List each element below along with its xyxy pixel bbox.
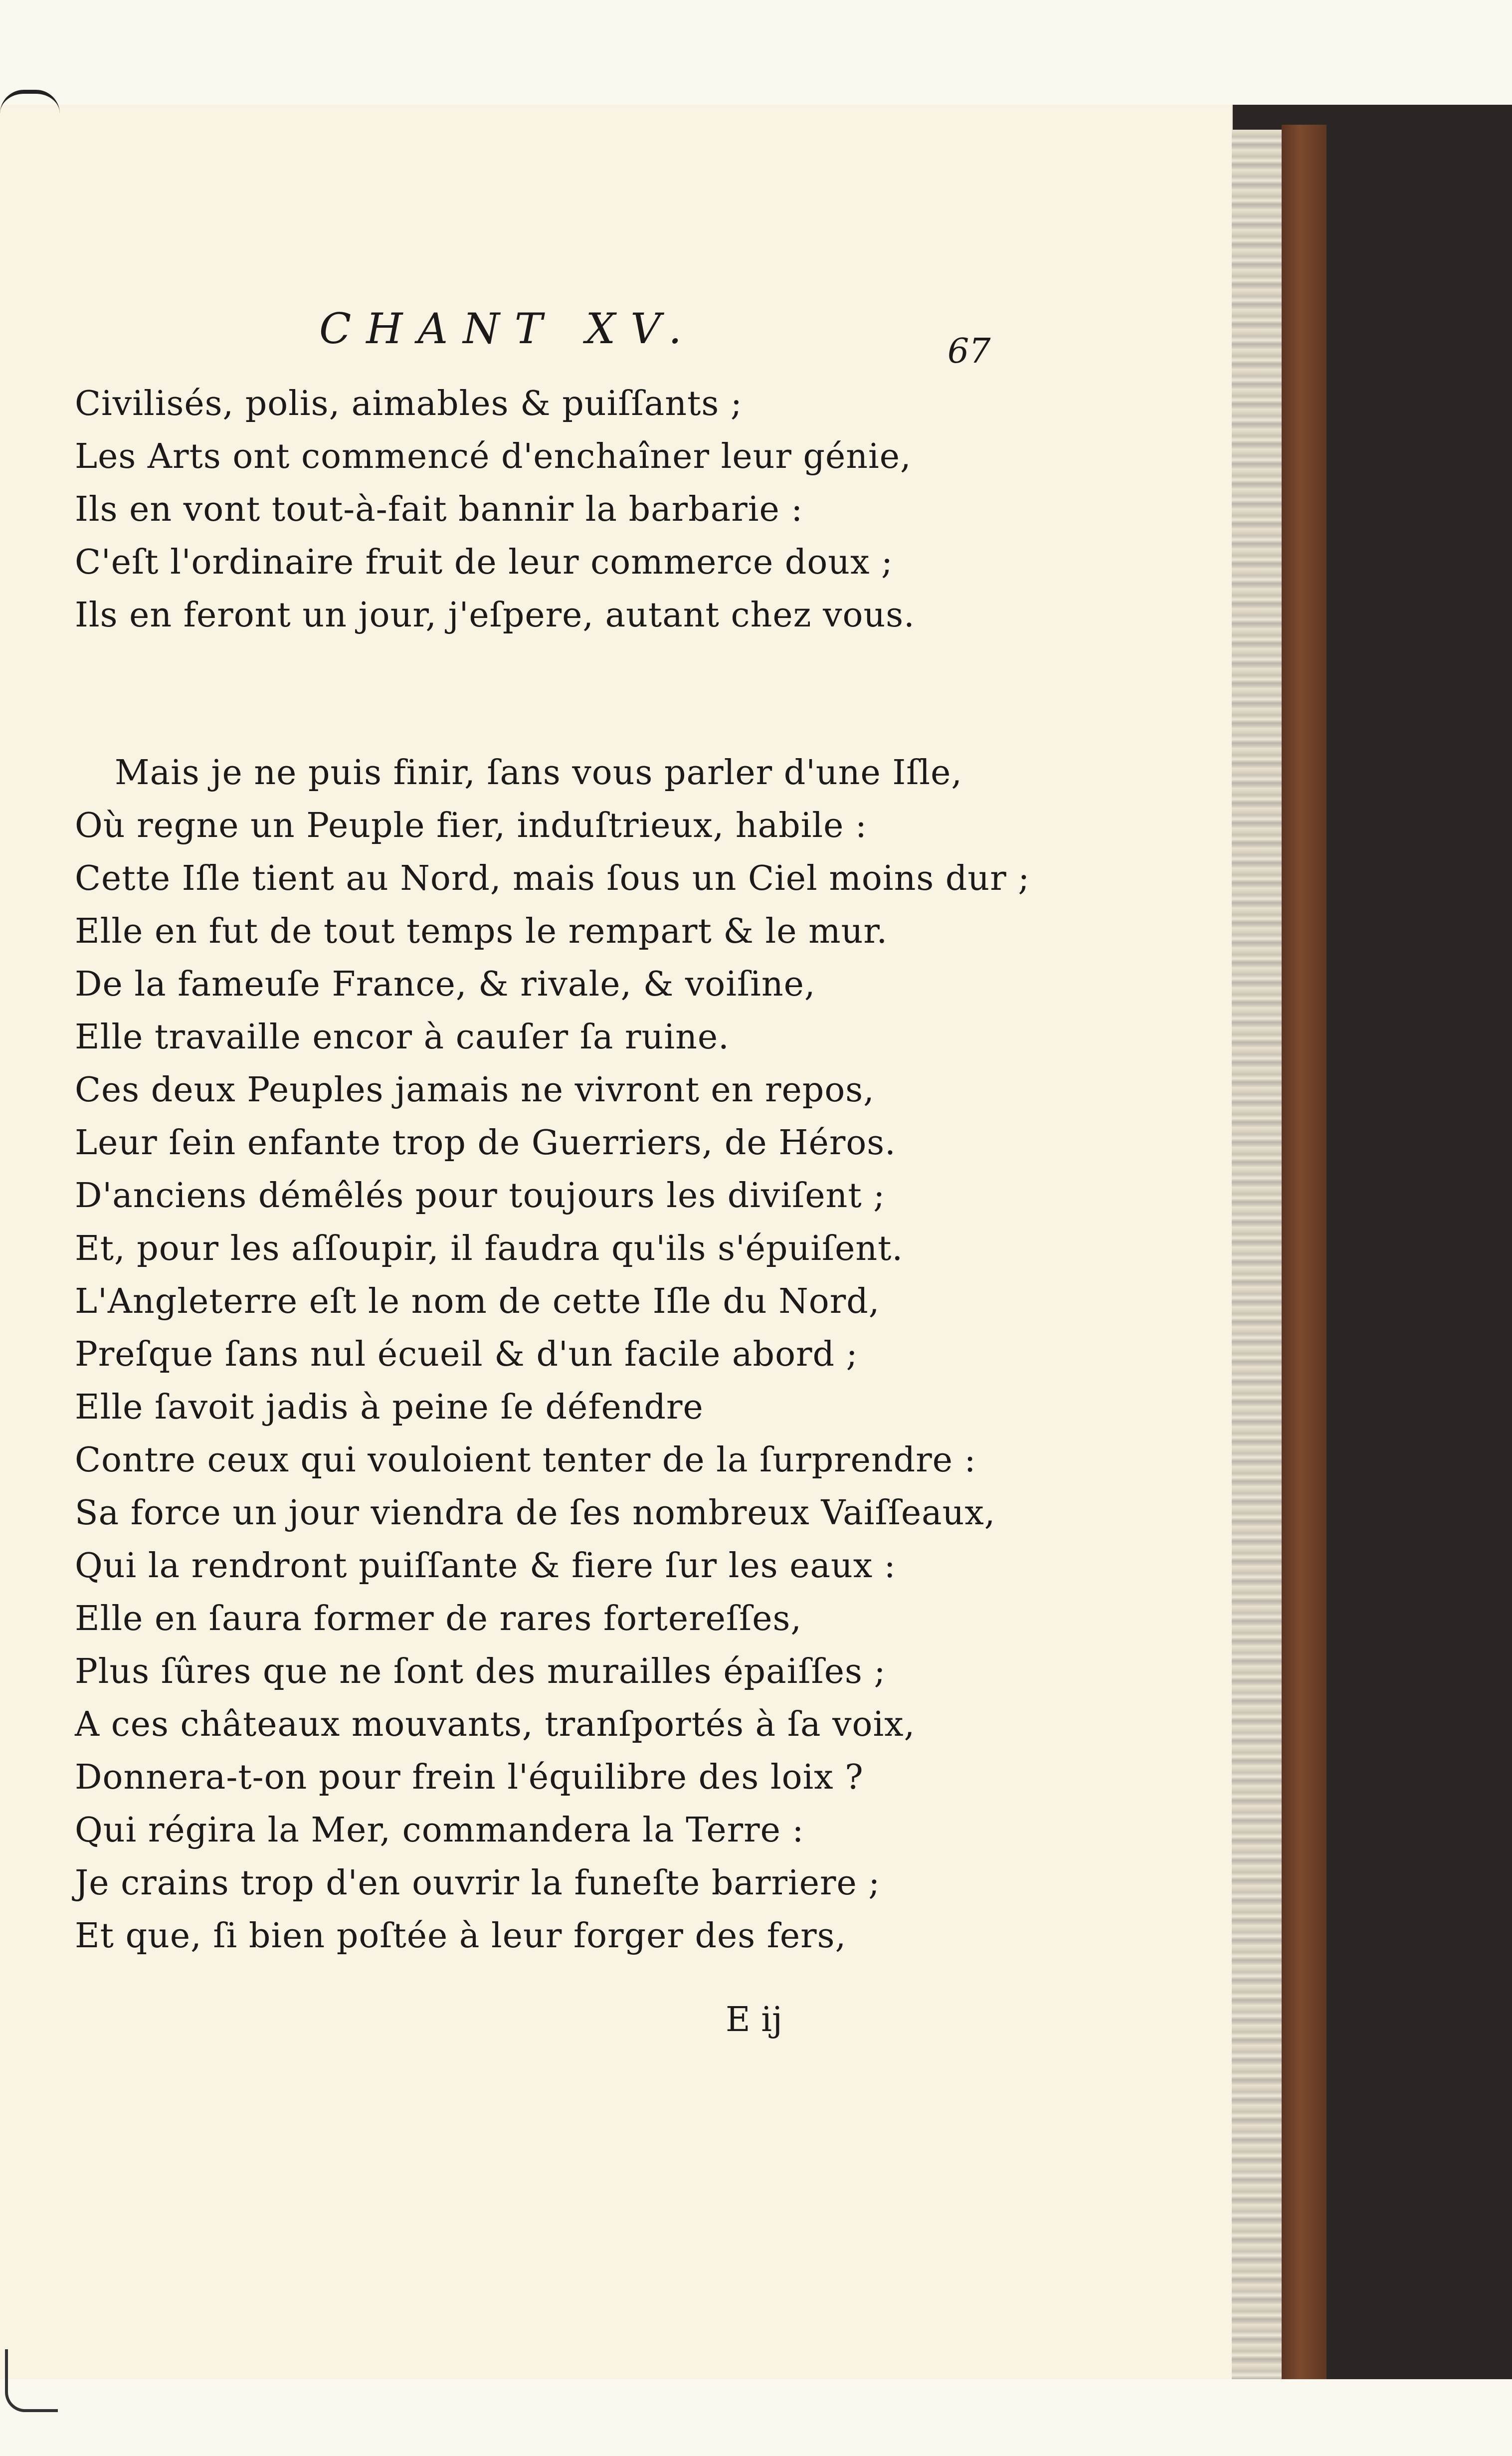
verse-line: D'anciens démêlés pour toujours les diviſent ; [75,1176,886,1216]
verse-line: Sa force un jour viendra de ſes nombreux Vaiſſeaux, [75,1493,996,1533]
verse-line: L'Angleterre eſt le nom de cette Iſle du Nord, [75,1282,880,1321]
verse-line: Qui régira la Mer, commandera la Terre : [75,1811,804,1850]
running-head: CHANT XV. [319,304,697,353]
verse-line: Ils en vont tout-à-fait bannir la barbarie : [75,490,803,529]
verse-line: A ces châteaux mouvants, tranſportés à ſa voix, [75,1705,916,1744]
verse-line: Cette Iſle tient au Nord, mais ſous un Ciel moins dur ; [75,859,1030,898]
verse-line: Qui la rendront puiſſante & fiere ſur les eaux : [75,1546,896,1586]
bottom-corner-mark [5,2349,58,2412]
verse-line: Je crains trop d'en ouvrir la funeſte barriere ; [75,1863,881,1903]
verse-line: Donnera-t-on pour frein l'équilibre des loix ? [75,1758,864,1797]
verse-line: Civilisés, polis, aimables & puiſſants ; [75,384,743,423]
verse-line: Où regne un Peuple fier, induſtrieux, habile : [75,806,867,845]
book-fore-edge [1232,130,1282,2389]
verse-line: De la fameuſe France, & rivale, & voiſine, [75,965,816,1004]
verse-line: Contre ceux qui vouloient tenter de la ſurprendre : [75,1440,976,1480]
verse-line: Et que, ſi bien poſtée à leur forger des fers, [75,1916,847,1956]
verse-line: Mais je ne puis finir, ſans vous parler d'une Iſle, [115,753,962,793]
verse-line: Et, pour les aſſoupir, il faudra qu'ils s'épuiſent. [75,1229,904,1268]
verse-line: Leur ſein enfante trop de Guerriers, de Héros. [75,1123,896,1163]
page-number: 67 [947,332,991,371]
verse-line: Preſque ſans nul écueil & d'un facile abord ; [75,1335,858,1374]
verse-line: Elle travaille encor à cauſer ſa ruine. [75,1018,730,1057]
verse-line: Elle en fut de tout temps le rempart & le mur. [75,912,888,951]
verse-line: Elle en ſaura former de rares fortereſſes, [75,1599,802,1638]
verse-line: Les Arts ont commencé d'enchaîner leur génie, [75,437,912,476]
bottom-margin [0,2379,1512,2456]
verse-line: Ces deux Peuples jamais ne vivront en repos, [75,1070,875,1110]
verse-line: Plus ſûres que ne ſont des murailles épaiſſes ; [75,1652,886,1691]
top-margin [0,0,1512,105]
verse-line: C'eſt l'ordinaire fruit de leur commerce doux ; [75,543,893,582]
signature-mark: E ij [726,2000,783,2040]
verse-line: Elle ſavoit jadis à peine ſe défendre [75,1388,704,1427]
verse-line: Ils en feront un jour, j'eſpere, autant chez vous. [75,596,915,635]
book-cover-edge [1282,125,1326,2419]
